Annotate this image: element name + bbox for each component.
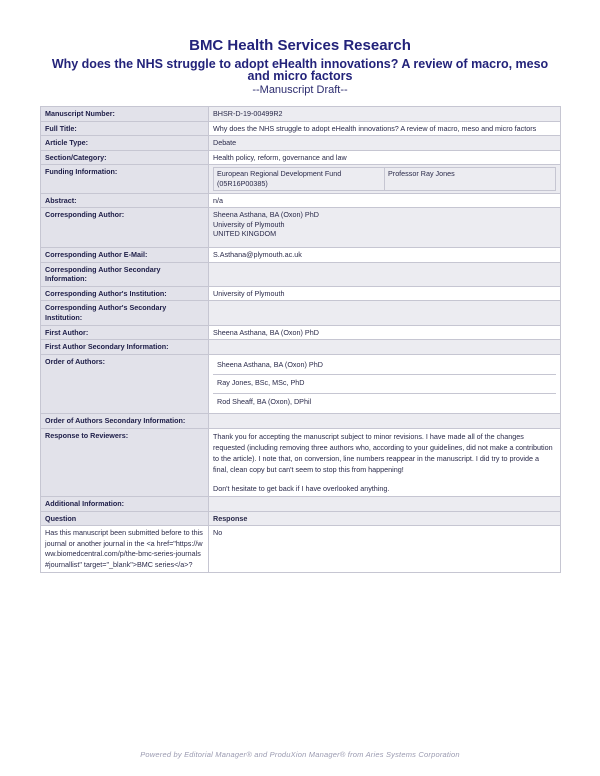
value-order-of-authors [209,354,561,414]
corresponding-author-university: University of Plymouth [213,219,285,229]
value-additional [209,497,561,512]
row-corresponding-inst-secondary [41,301,561,325]
label-order-secondary: Order of Authors Secondary Information: [41,414,209,429]
label-first-author: First Author: [41,325,209,340]
label-question-header: Question [41,511,209,526]
row-manuscript-number [41,107,561,122]
footer-credit: Powered by Editorial Manager® and ProduXion Manager® from Aries Systems Corporation [140,750,460,759]
manuscript-title: Why does the NHS struggle to adopt eHealth innovations? A review of macro, meso and micro factors [51,57,549,83]
funding-table [213,167,556,190]
row-additional [41,497,561,512]
row-corresponding-secondary [41,262,561,286]
value-corresponding-inst-secondary [209,301,561,325]
label-corresponding-author: Corresponding Author: [41,208,209,248]
label-question-1: Has this manuscript been submitted before to this journal or another journal in the <a href="https://www.biomedcentral.com/p/the-bmc-series-journals#journallist" target="_blank">BMC series</a>? [41,526,209,573]
label-corresponding-institution: Corresponding Author's Institution: [41,286,209,301]
label-abstract: Abstract: [41,193,209,208]
row-question-1 [41,526,561,573]
author-2: Ray Jones, BSc, MSc, PhD [213,375,556,394]
value-corresponding-institution: University of Plymouth [209,286,561,301]
journal-name: BMC Health Services Research [189,37,411,54]
label-first-author-secondary: First Author Secondary Information: [41,340,209,355]
row-first-author [41,325,561,340]
row-section [41,150,561,165]
corresponding-author-country: UNITED KINGDOM [213,229,277,239]
value-abstract: n/a [209,193,561,208]
value-article-type: Debate [209,136,561,151]
corresponding-author-name: Sheena Asthana, BA (Oxon) PhD [213,210,319,220]
row-response [41,429,561,497]
label-funding: Funding Information: [41,165,209,193]
draft-label: --Manuscript Draft-- [252,84,348,96]
label-additional: Additional Information: [41,497,209,512]
funding-recipient: Professor Ray Jones [385,168,556,190]
row-article-type [41,136,561,151]
value-corresponding-author [209,208,561,248]
value-response [209,429,561,497]
row-order-secondary [41,414,561,429]
manuscript-info-table [40,106,561,573]
value-section: Health policy, reform, governance and law [209,150,561,165]
funder: European Regional Development Fund (05R16P00385) [214,168,385,190]
row-full-title [41,121,561,136]
author-1: Sheena Asthana, BA (Oxon) PhD [213,357,556,375]
value-order-secondary [209,414,561,429]
author-3: Rod Sheaff, BA (Oxon), DPhil [217,396,312,406]
label-manuscript-number: Manuscript Number: [41,107,209,122]
value-manuscript-number: BHSR-D-19-00499R2 [209,107,561,122]
value-first-author: Sheena Asthana, BA (Oxon) PhD [209,325,561,340]
value-first-author-secondary [209,340,561,355]
row-first-author-secondary [41,340,561,355]
value-question-1: No [209,526,561,573]
row-corresponding-institution [41,286,561,301]
label-response: Response to Reviewers: [41,429,209,497]
row-question-header [41,511,561,526]
row-corresponding-email [41,247,561,262]
label-corresponding-email: Corresponding Author E-Mail: [41,247,209,262]
value-question-header: Response [209,511,561,526]
row-order-of-authors [41,354,561,414]
label-corresponding-secondary: Corresponding Author Secondary Information: [41,262,209,286]
value-full-title: Why does the NHS struggle to adopt eHealth innovations? A review of macro, meso and micro factors [209,121,561,136]
response-paragraph-1: Thank you for accepting the manuscript subject to minor revisions. I have made all of the changes requested (including removing three authors who, according to your guidelines, did not make a contribution to the article). I note that, on conversion, line numbers reappear in the manuscript. I did try to provide a final, clean copy but can't seem to stop this from happening! [213,432,553,475]
label-order-of-authors: Order of Authors: [41,354,209,414]
value-corresponding-secondary [209,262,561,286]
row-funding [41,165,561,193]
value-corresponding-email: S.Asthana@plymouth.ac.uk [209,247,561,262]
row-corresponding-author [41,208,561,248]
label-article-type: Article Type: [41,136,209,151]
label-full-title: Full Title: [41,121,209,136]
response-paragraph-2: Don't hesitate to get back if I have overlooked anything. [213,484,390,494]
row-abstract [41,193,561,208]
label-corresponding-inst-secondary: Corresponding Author's Secondary Institution: [41,301,209,325]
authors-list [213,357,556,412]
label-section: Section/Category: [41,150,209,165]
value-funding [209,165,561,193]
